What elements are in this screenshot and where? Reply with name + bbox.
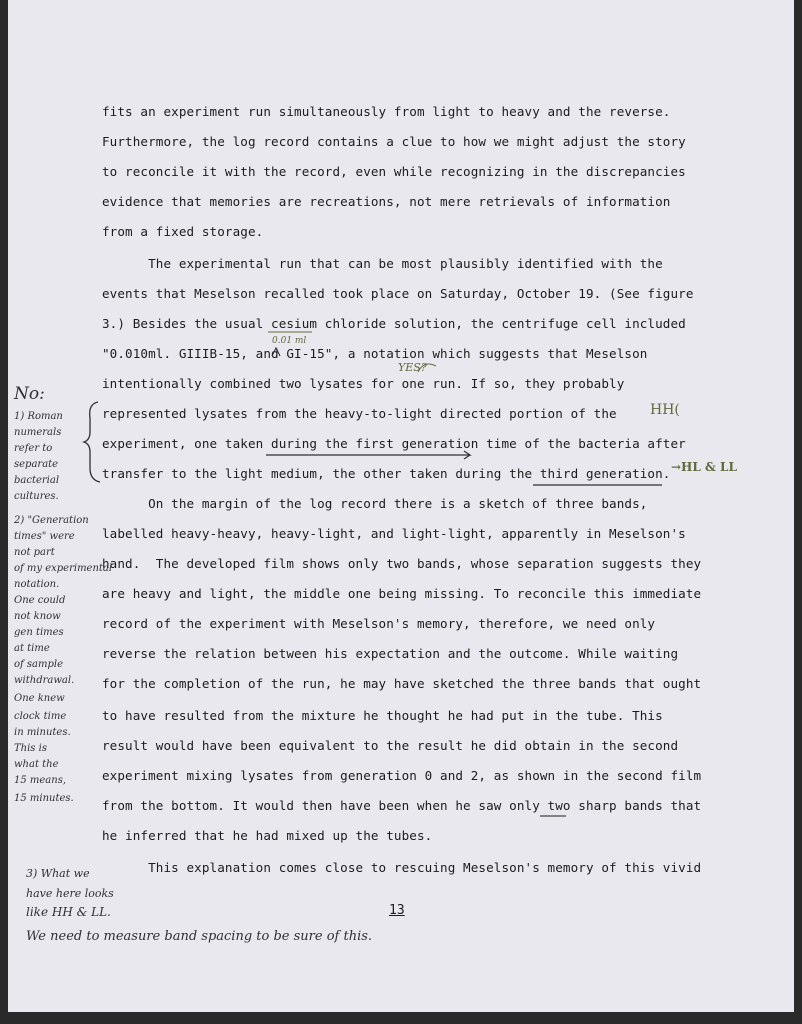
margin-note-line: refer to bbox=[14, 443, 53, 454]
text-line: experiment, one taken during the first generation time of the bacteria after bbox=[102, 436, 686, 451]
margin-note-line: separate bbox=[14, 459, 59, 470]
yes-hook bbox=[418, 364, 436, 372]
margin-note-line: what the bbox=[14, 759, 59, 770]
text-line: record of the experiment with Meselson's memory, therefore, we need only bbox=[102, 616, 656, 631]
text-line: intentionally combined two lysates for one run. If so, they probably bbox=[102, 376, 625, 391]
margin-note-line: 15 means, bbox=[14, 775, 67, 786]
text-line: transfer to the light medium, the other taken during the third generation. bbox=[102, 466, 671, 481]
margin-note-line: clock time bbox=[14, 711, 67, 722]
margin-note-line: cultures. bbox=[14, 491, 59, 502]
bottom-note-line: like HH & LL. bbox=[26, 905, 111, 919]
margin-note-line: withdrawal. bbox=[14, 675, 75, 686]
bottom-note-line: have here looks bbox=[26, 887, 114, 900]
text-line: from the bottom. It would then have been when he saw only two sharp bands that bbox=[102, 798, 702, 813]
text-line: 3.) Besides the usual cesium chloride solution, the centrifuge cell included bbox=[102, 316, 686, 331]
margin-note-line: 1) Roman bbox=[14, 411, 63, 422]
caret-mark bbox=[272, 348, 280, 356]
insert-annotation: 0.01 ml bbox=[272, 336, 307, 346]
margin-note-line: at time bbox=[14, 643, 50, 654]
margin-note-line: times" were bbox=[14, 531, 75, 542]
hh-annotation: HH( bbox=[650, 402, 680, 418]
margin-note-line: This is bbox=[14, 743, 47, 754]
margin-note-line: bacterial bbox=[14, 475, 60, 486]
brace-mark bbox=[84, 402, 100, 482]
margin-note-line: 2) "Generation bbox=[14, 515, 89, 526]
margin-note-line: of my experimental bbox=[14, 563, 113, 574]
bottom-note-line: 3) What we bbox=[26, 867, 90, 880]
text-line: hand. The developed film shows only two bands, whose separation suggests they bbox=[102, 556, 702, 571]
yes-annotation: YES? bbox=[398, 361, 427, 374]
margin-note-line: of sample bbox=[14, 659, 63, 670]
margin-note-line: One could bbox=[14, 595, 66, 606]
text-line: experiment mixing lysates from generation 0 and 2, as shown in the second film bbox=[102, 768, 702, 783]
margin-note-line: numerals bbox=[14, 427, 62, 438]
text-line: he inferred that he had mixed up the tubes. bbox=[102, 828, 433, 843]
text-line: to have resulted from the mixture he thought he had put in the tube. This bbox=[102, 708, 663, 723]
margin-title: No: bbox=[14, 384, 45, 404]
text-line: The experimental run that can be most plausibly identified with the bbox=[102, 256, 663, 271]
text-line: are heavy and light, the middle one being missing. To reconcile this immediate bbox=[102, 586, 702, 601]
margin-note-line: notation. bbox=[14, 579, 60, 590]
margin-note-line: 15 minutes. bbox=[14, 793, 74, 804]
hl-ll-annotation: →HL & LL bbox=[671, 460, 737, 474]
text-line: reverse the relation between his expectation and the outcome. While waiting bbox=[102, 646, 679, 661]
bottom-note-line: We need to measure band spacing to be sure of this. bbox=[26, 929, 373, 944]
text-line: events that Meselson recalled took place on Saturday, October 19. (See figure bbox=[102, 286, 694, 301]
text-line: evidence that memories are recreations, not mere retrievals of information bbox=[102, 194, 671, 209]
margin-note-line: in minutes. bbox=[14, 727, 71, 738]
text-line: to reconcile it with the record, even while recognizing in the discrepancies bbox=[102, 164, 686, 179]
margin-note-line: One knew bbox=[14, 693, 65, 704]
text-line: Furthermore, the log record contains a clue to how we might adjust the story bbox=[102, 134, 686, 149]
text-line: fits an experiment run simultaneously from light to heavy and the reverse. bbox=[102, 104, 671, 119]
text-line: for the completion of the run, he may have sketched the three bands that ought bbox=[102, 676, 702, 691]
text-line: On the margin of the log record there is a sketch of three bands, bbox=[102, 496, 648, 511]
margin-note-line: not know bbox=[14, 611, 61, 622]
margin-note-line: not part bbox=[14, 547, 55, 558]
margin-note-line: gen times bbox=[14, 627, 64, 638]
text-line: represented lysates from the heavy-to-light directed portion of the bbox=[102, 406, 617, 421]
text-line: from a fixed storage. bbox=[102, 224, 264, 239]
text-line: labelled heavy-heavy, heavy-light, and light-light, apparently in Meselson's bbox=[102, 526, 686, 541]
first-generation-underline bbox=[266, 451, 470, 459]
text-line: This explanation comes close to rescuing Meselson's memory of this vivid bbox=[102, 860, 702, 875]
page-number: 13 bbox=[389, 903, 405, 918]
text-line: result would have been equivalent to the result he did obtain in the second bbox=[102, 738, 679, 753]
text-line: "0.010ml. GIIIB-15, and GI-15", a notation which suggests that Meselson bbox=[102, 346, 648, 361]
